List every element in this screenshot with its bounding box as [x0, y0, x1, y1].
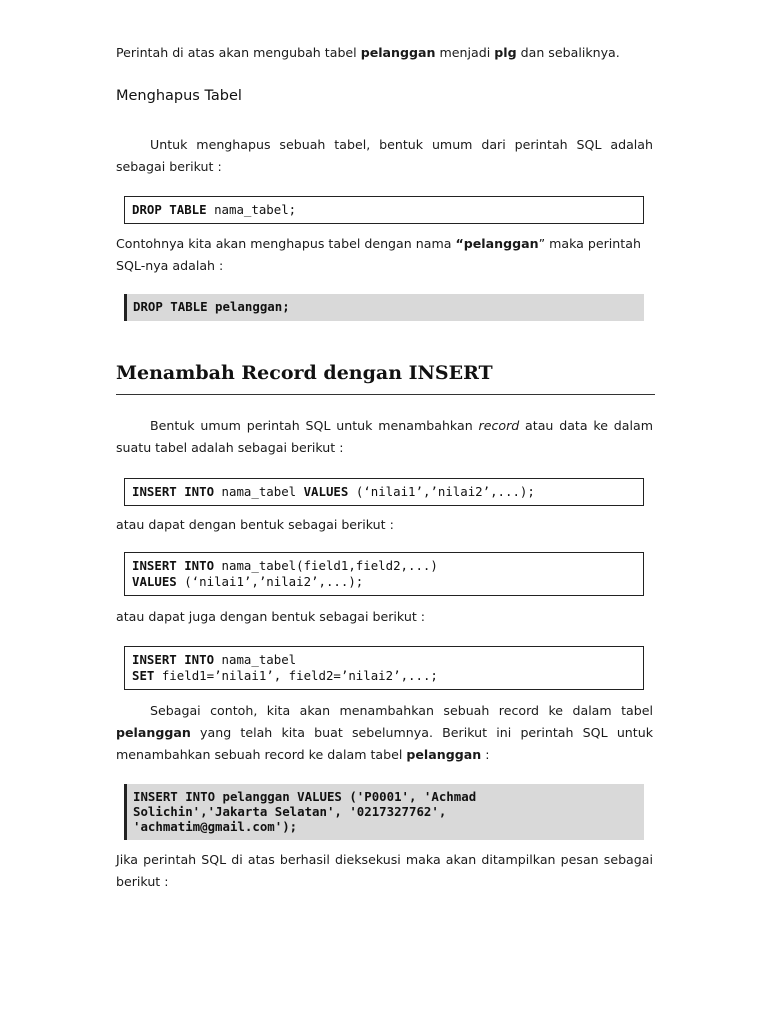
code-keyword: INSERT INTO	[132, 558, 215, 573]
example-quote-open: “	[455, 236, 464, 251]
closing-paragraph: Jika perintah SQL di atas berhasil dieksekusi maka akan ditampilkan pesan sebagai berikut :	[116, 852, 653, 889]
subheading-menghapus-tabel: Menghapus Tabel	[116, 88, 242, 104]
code-block-drop-table-pelanggan	[124, 294, 644, 321]
code-text: DROP TABLE pelanggan;	[133, 299, 290, 314]
code-text: nama_tabel(field1,field2,...)	[214, 558, 438, 573]
example-insert-text-1: Sebagai contoh, kita akan menambahkan sebuah record ke dalam tabel	[150, 703, 653, 718]
code-text: field1=’nilai1’, field2=’nilai2’,...;	[154, 668, 438, 683]
insert-intro-paragraph	[116, 415, 653, 459]
example-insert-text-3: :	[481, 747, 490, 762]
code-box-insert-values	[124, 478, 644, 506]
insert-intro-text-1: Bentuk umum perintah SQL untuk menambahkan	[150, 418, 479, 433]
code-text: nama_tabel;	[206, 202, 297, 217]
insert-intro-italic-record: record	[478, 418, 520, 433]
insert-intro-text-2: atau data ke dalam suatu tabel adalah sebagai berikut :	[116, 418, 653, 455]
example-insert-bold-2: pelanggan	[406, 747, 482, 762]
code-keyword: VALUES	[132, 574, 177, 589]
example-bold-pelanggan: pelanggan	[463, 236, 539, 251]
code-keyword: INSERT INTO	[132, 484, 215, 499]
code-keyword: SET	[132, 668, 155, 683]
intro-text-2: menjadi	[435, 45, 495, 60]
code-text: (‘nilai1’,’nilai2’,...);	[348, 484, 535, 499]
code-box-insert-set	[124, 646, 644, 690]
hapus-example-paragraph	[116, 233, 653, 277]
code-keyword: DROP TABLE	[132, 202, 207, 217]
alt-form-2-text: atau dapat juga dengan bentuk sebagai berikut :	[116, 609, 426, 624]
code-keyword: INSERT INTO	[132, 652, 215, 667]
alt-form-1-text: atau dapat dengan bentuk sebagai berikut :	[116, 517, 394, 532]
example-insert-paragraph	[116, 700, 653, 766]
code-box-drop-table-general	[124, 196, 644, 224]
code-box-insert-fields	[124, 552, 644, 596]
code-text: nama_tabel	[214, 652, 297, 667]
example-text-2: maka perintah SQL-nya adalah :	[116, 236, 641, 273]
intro-paragraph	[116, 42, 653, 64]
intro-bold-plg: plg	[494, 45, 517, 60]
heading-rule	[116, 394, 655, 395]
hapus-paragraph: Untuk menghapus sebuah tabel, bentuk umum dari perintah SQL adalah sebagai berikut :	[116, 137, 653, 174]
code-keyword: VALUES	[303, 484, 349, 499]
example-insert-bold-1: pelanggan	[116, 725, 191, 740]
heading-menambah-record: Menambah Record dengan INSERT	[116, 362, 493, 384]
intro-bold-pelanggan: pelanggan	[360, 45, 436, 60]
code-block-insert-pelanggan	[124, 784, 644, 840]
code-text: INSERT INTO pelanggan VALUES ('P0001', 'Achmad Solichin','Jakarta Selatan', '0217327762', 'achmatim@gmail.com');	[133, 789, 477, 834]
example-quote-close: ”	[538, 236, 546, 251]
example-text-1: Contohnya kita akan menghapus tabel dengan nama	[116, 236, 456, 251]
intro-text-1: Perintah di atas akan mengubah tabel	[116, 45, 361, 60]
code-text: (‘nilai1’,’nilai2’,...);	[176, 574, 364, 589]
code-text: nama_tabel	[214, 484, 304, 499]
example-insert-text-2: yang telah kita buat sebelumnya. Berikut ini perintah SQL untuk menambahkan sebuah record ke dalam tabel	[116, 725, 653, 762]
intro-text-3: dan sebaliknya.	[516, 45, 620, 60]
